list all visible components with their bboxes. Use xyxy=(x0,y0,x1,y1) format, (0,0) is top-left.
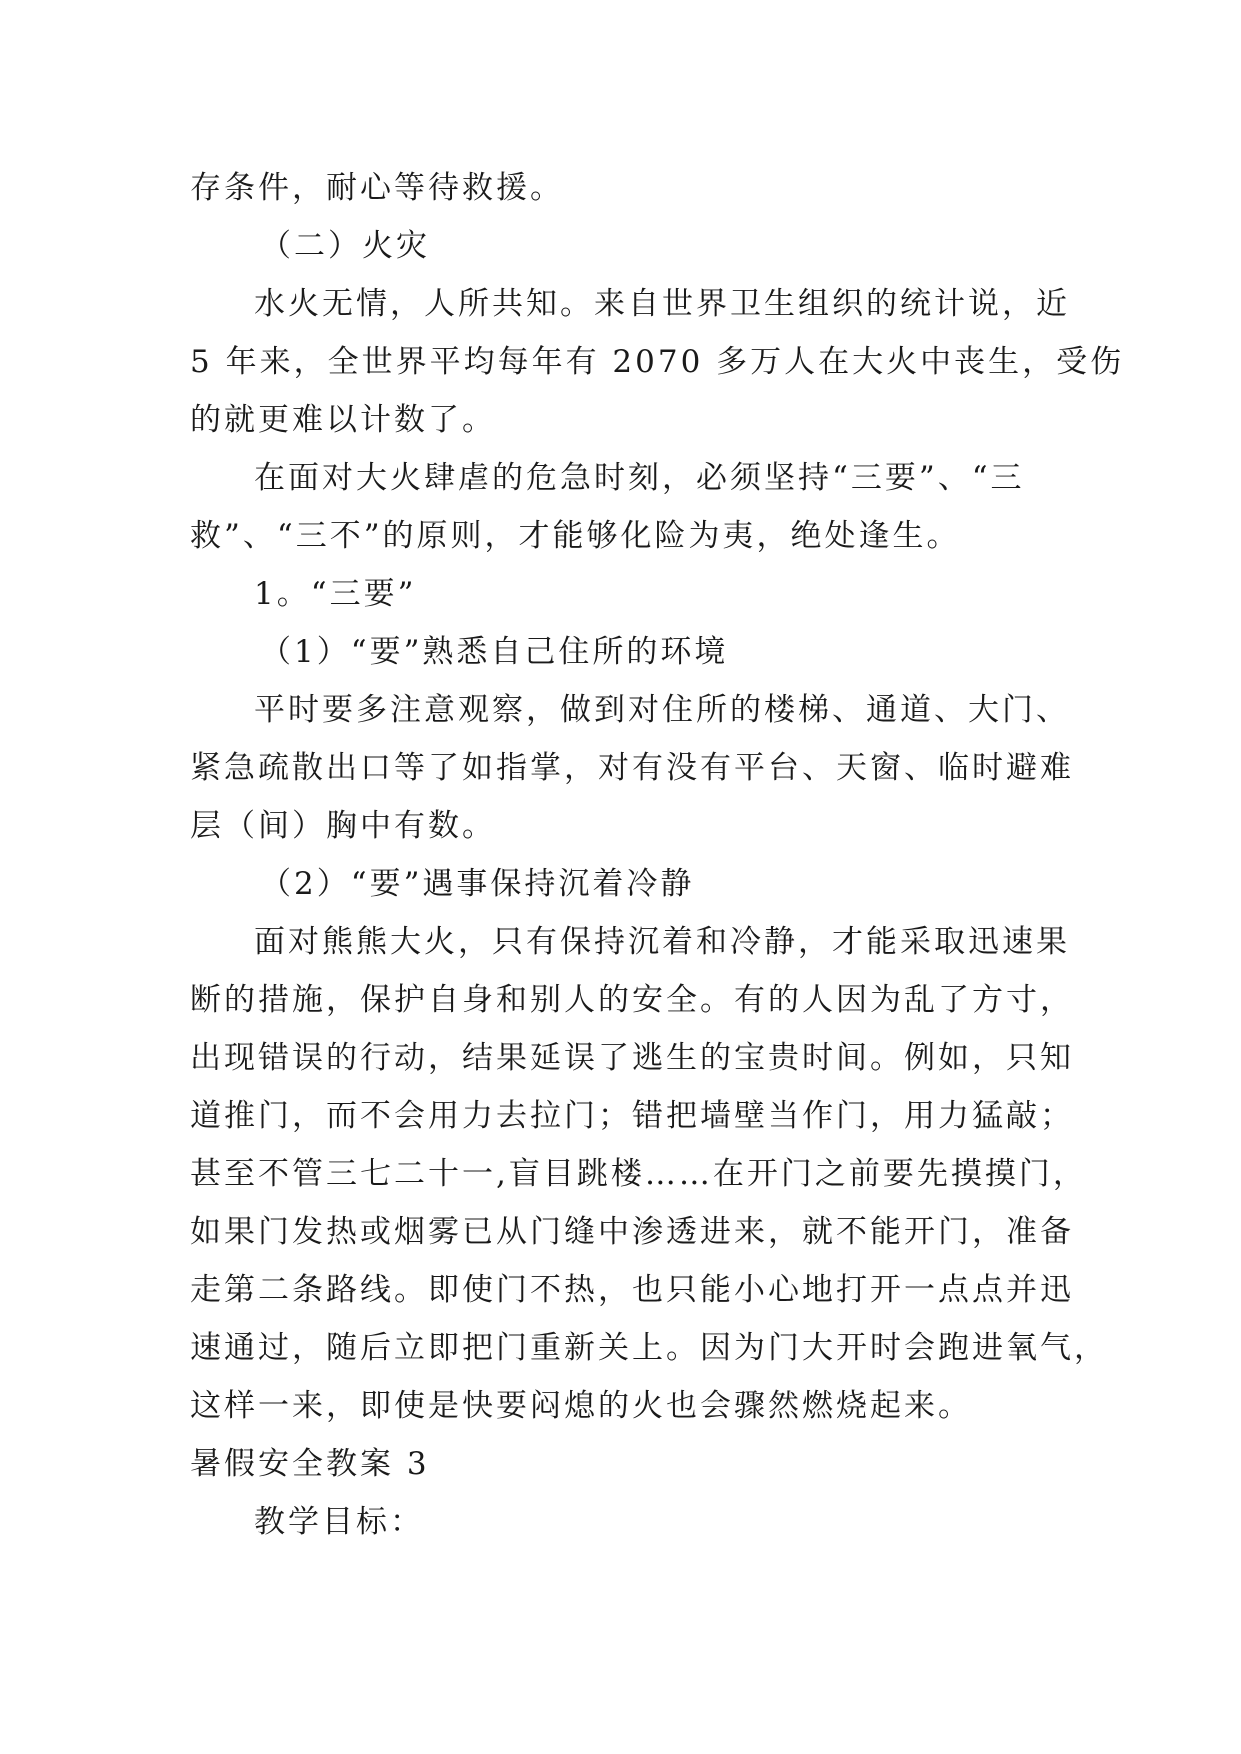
paragraph-line: 层（间）胸中有数。 xyxy=(190,808,496,844)
paragraph-line: 断的措施，保护自身和别人的安全。有的人因为乱了方寸， xyxy=(190,982,1074,1018)
section-heading-fire: （二）火灾 xyxy=(260,228,430,264)
item-heading-1: （1）“要”熟悉自己住所的环境 xyxy=(260,634,729,670)
paragraph-line: 这样一来，即使是快要闷熄的火也会骤然燃烧起来。 xyxy=(190,1388,972,1424)
paragraph-line: 5 年来，全世界平均每年有 2070 多万人在大火中丧生，受伤 xyxy=(190,344,1125,380)
paragraph-line: 救”、“三不”的原则，才能够化险为夷，绝处逢生。 xyxy=(190,518,961,554)
section-title: 暑假安全教案 3 xyxy=(190,1446,430,1482)
paragraph-line: 道推门，而不会用力去拉门；错把墙壁当作门，用力猛敲； xyxy=(190,1098,1074,1134)
paragraph-line: 甚至不管三七二十一,盲目跳楼……在开门之前要先摸摸门， xyxy=(190,1156,1087,1192)
paragraph-line: 的就更难以计数了。 xyxy=(190,402,496,438)
subheading-three-musts: 1。“三要” xyxy=(254,576,417,612)
paragraph-line: 速通过，随后立即把门重新关上。因为门大开时会跑进氧气， xyxy=(190,1330,1108,1366)
paragraph-line: 紧急疏散出口等了如指掌，对有没有平台、天窗、临时避难 xyxy=(190,750,1074,786)
paragraph-line: 出现错误的行动，结果延误了逃生的宝贵时间。例如，只知 xyxy=(190,1040,1074,1076)
paragraph-line: 水火无情，人所共知。来自世界卫生组织的统计说，近 xyxy=(254,286,1070,322)
item-heading-2: （2）“要”遇事保持沉着冷静 xyxy=(260,866,695,902)
objectives-heading: 教学目标： xyxy=(254,1504,424,1540)
paragraph-line: 平时要多注意观察，做到对住所的楼梯、通道、大门、 xyxy=(254,692,1070,728)
paragraph-line: 走第二条路线。即使门不热，也只能小心地打开一点点并迅 xyxy=(190,1272,1074,1308)
paragraph-line: 如果门发热或烟雾已从门缝中渗透进来，就不能开门，准备 xyxy=(190,1214,1074,1250)
paragraph-line: 面对熊熊大火，只有保持沉着和冷静，才能采取迅速果 xyxy=(254,924,1070,960)
paragraph-line: 在面对大火肆虐的危急时刻，必须坚持“三要”、“三 xyxy=(254,460,1025,496)
text-line-continuation: 存条件，耐心等待救援。 xyxy=(190,170,564,206)
